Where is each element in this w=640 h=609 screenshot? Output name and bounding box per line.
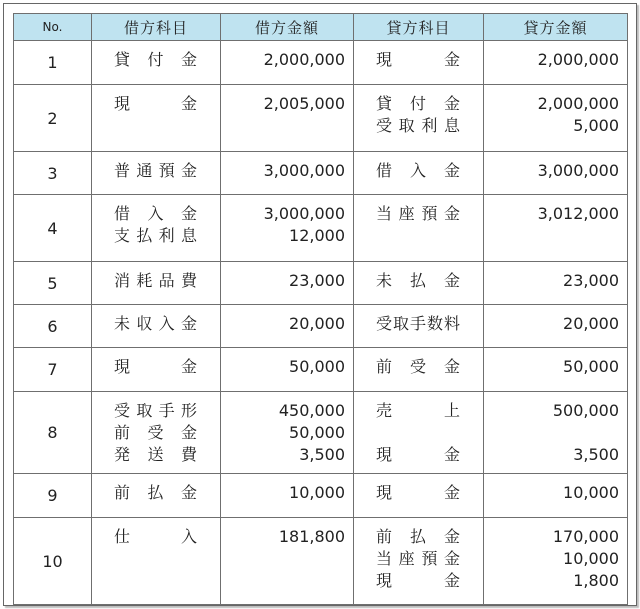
entry-number: 7 <box>14 348 92 392</box>
debit-amount: 50,000 <box>289 423 345 442</box>
debit-amount-cell <box>221 41 354 85</box>
debit-amount-cell <box>221 262 354 305</box>
debit-amount: 23,000 <box>289 271 345 290</box>
debit-amount: 2,005,000 <box>263 94 345 113</box>
entry-number: 9 <box>14 474 92 518</box>
credit-account: 受取手数料 <box>376 314 462 333</box>
credit-amount-cell <box>484 262 628 305</box>
debit-account-cell <box>92 392 221 474</box>
debit-account: 消耗品費 <box>114 271 198 290</box>
credit-amount: 23,000 <box>563 271 619 290</box>
debit-account: 支払利息 <box>114 226 198 245</box>
credit-amount: 3,012,000 <box>537 204 619 223</box>
entry-number: 8 <box>14 392 92 474</box>
credit-account: 現金 <box>376 571 461 590</box>
credit-account: 受取利息 <box>376 116 461 135</box>
debit-amount-cell <box>221 392 354 474</box>
debit-amount: 12,000 <box>289 226 345 245</box>
entry-number: 10 <box>14 518 92 605</box>
debit-account-cell <box>92 262 221 305</box>
debit-account-cell <box>92 85 221 152</box>
credit-amount: 10,000 <box>563 549 619 568</box>
debit-amount-cell <box>221 305 354 348</box>
credit-account: 現金 <box>376 445 461 464</box>
debit-account-cell <box>92 518 221 605</box>
credit-account-cell <box>354 392 484 474</box>
debit-account-cell <box>92 348 221 392</box>
debit-account: 仕入 <box>114 527 198 546</box>
credit-account-cell <box>354 85 484 152</box>
credit-account-cell <box>354 518 484 605</box>
credit-account-cell <box>354 41 484 85</box>
header-debit-amount: 借方金額 <box>221 14 354 41</box>
entry-number: 5 <box>14 262 92 305</box>
header-debit-account: 借方科目 <box>92 14 221 41</box>
credit-amount: 20,000 <box>563 314 619 333</box>
credit-account: 当座預金 <box>376 549 461 568</box>
credit-account: 未払金 <box>376 271 461 290</box>
debit-account: 普通預金 <box>114 161 198 180</box>
debit-amount-cell <box>221 518 354 605</box>
credit-amount-cell <box>484 474 628 518</box>
debit-account: 発送費 <box>114 445 198 464</box>
entry-number: 6 <box>14 305 92 348</box>
credit-amount: 2,000,000 <box>537 94 619 113</box>
entry-number: 4 <box>14 195 92 262</box>
credit-amount <box>484 422 627 444</box>
credit-account-cell <box>354 305 484 348</box>
credit-amount: 5,000 <box>573 116 619 135</box>
debit-amount: 10,000 <box>289 483 345 502</box>
debit-account: 現金 <box>114 94 198 113</box>
debit-account-cell <box>92 474 221 518</box>
debit-amount-cell <box>221 85 354 152</box>
entry-number: 2 <box>14 85 92 152</box>
credit-account <box>354 422 483 444</box>
debit-account: 現金 <box>114 357 198 376</box>
credit-amount-cell <box>484 152 628 195</box>
debit-amount-cell <box>221 195 354 262</box>
table-row <box>14 305 628 348</box>
debit-amount-cell <box>221 348 354 392</box>
debit-amount: 181,800 <box>278 527 345 546</box>
table-row <box>14 518 628 605</box>
credit-account: 現金 <box>376 483 461 502</box>
credit-amount: 10,000 <box>563 483 619 502</box>
credit-amount: 3,500 <box>573 445 619 464</box>
credit-amount: 3,000,000 <box>537 161 619 180</box>
debit-account: 前払金 <box>114 483 198 502</box>
credit-account-cell <box>354 348 484 392</box>
table-row <box>14 152 628 195</box>
table-row <box>14 348 628 392</box>
debit-account-cell <box>92 195 221 262</box>
debit-amount: 50,000 <box>289 357 345 376</box>
credit-amount: 1,800 <box>573 571 619 590</box>
credit-account: 前受金 <box>376 357 461 376</box>
header-no: No. <box>14 14 92 41</box>
header-credit-account: 貸方科目 <box>354 14 484 41</box>
credit-account: 貸付金 <box>376 94 461 113</box>
credit-account-cell <box>354 152 484 195</box>
debit-account-cell <box>92 305 221 348</box>
debit-account-cell <box>92 41 221 85</box>
credit-account: 現金 <box>376 50 461 69</box>
debit-amount: 2,000,000 <box>263 50 345 69</box>
credit-account: 売上 <box>376 401 461 420</box>
debit-account-cell <box>92 152 221 195</box>
table-row <box>14 474 628 518</box>
credit-account-cell <box>354 474 484 518</box>
debit-amount: 20,000 <box>289 314 345 333</box>
journal-frame <box>3 3 637 606</box>
header-credit-amount: 貸方金額 <box>484 14 628 41</box>
credit-account: 前払金 <box>376 527 461 546</box>
credit-amount: 50,000 <box>563 357 619 376</box>
credit-amount: 170,000 <box>552 527 619 546</box>
debit-amount: 3,000,000 <box>263 204 345 223</box>
debit-account: 受取手形 <box>114 401 198 420</box>
credit-account: 当座預金 <box>376 204 461 223</box>
debit-account: 前受金 <box>114 423 198 442</box>
debit-amount: 450,000 <box>278 401 345 420</box>
debit-amount-cell <box>221 474 354 518</box>
journal-entry-table <box>13 13 628 605</box>
table-row <box>14 41 628 85</box>
credit-amount-cell <box>484 305 628 348</box>
debit-amount: 3,500 <box>299 445 345 464</box>
credit-amount-cell <box>484 348 628 392</box>
credit-account-cell <box>354 262 484 305</box>
debit-amount-cell <box>221 152 354 195</box>
table-body <box>14 41 628 605</box>
entry-number: 1 <box>14 41 92 85</box>
credit-amount-cell <box>484 518 628 605</box>
credit-account-cell <box>354 195 484 262</box>
credit-amount-cell <box>484 195 628 262</box>
credit-account: 借入金 <box>376 161 461 180</box>
table-header-row <box>14 14 628 41</box>
table-row <box>14 392 628 474</box>
table-row <box>14 85 628 152</box>
debit-amount: 3,000,000 <box>263 161 345 180</box>
credit-amount-cell <box>484 392 628 474</box>
credit-amount: 500,000 <box>552 401 619 420</box>
credit-amount-cell <box>484 41 628 85</box>
table-row <box>14 262 628 305</box>
debit-account: 未収入金 <box>114 314 198 333</box>
entry-number: 3 <box>14 152 92 195</box>
credit-amount: 2,000,000 <box>537 50 619 69</box>
debit-account: 借入金 <box>114 204 198 223</box>
table-row <box>14 195 628 262</box>
credit-amount-cell <box>484 85 628 152</box>
debit-account: 貸付金 <box>114 50 198 69</box>
